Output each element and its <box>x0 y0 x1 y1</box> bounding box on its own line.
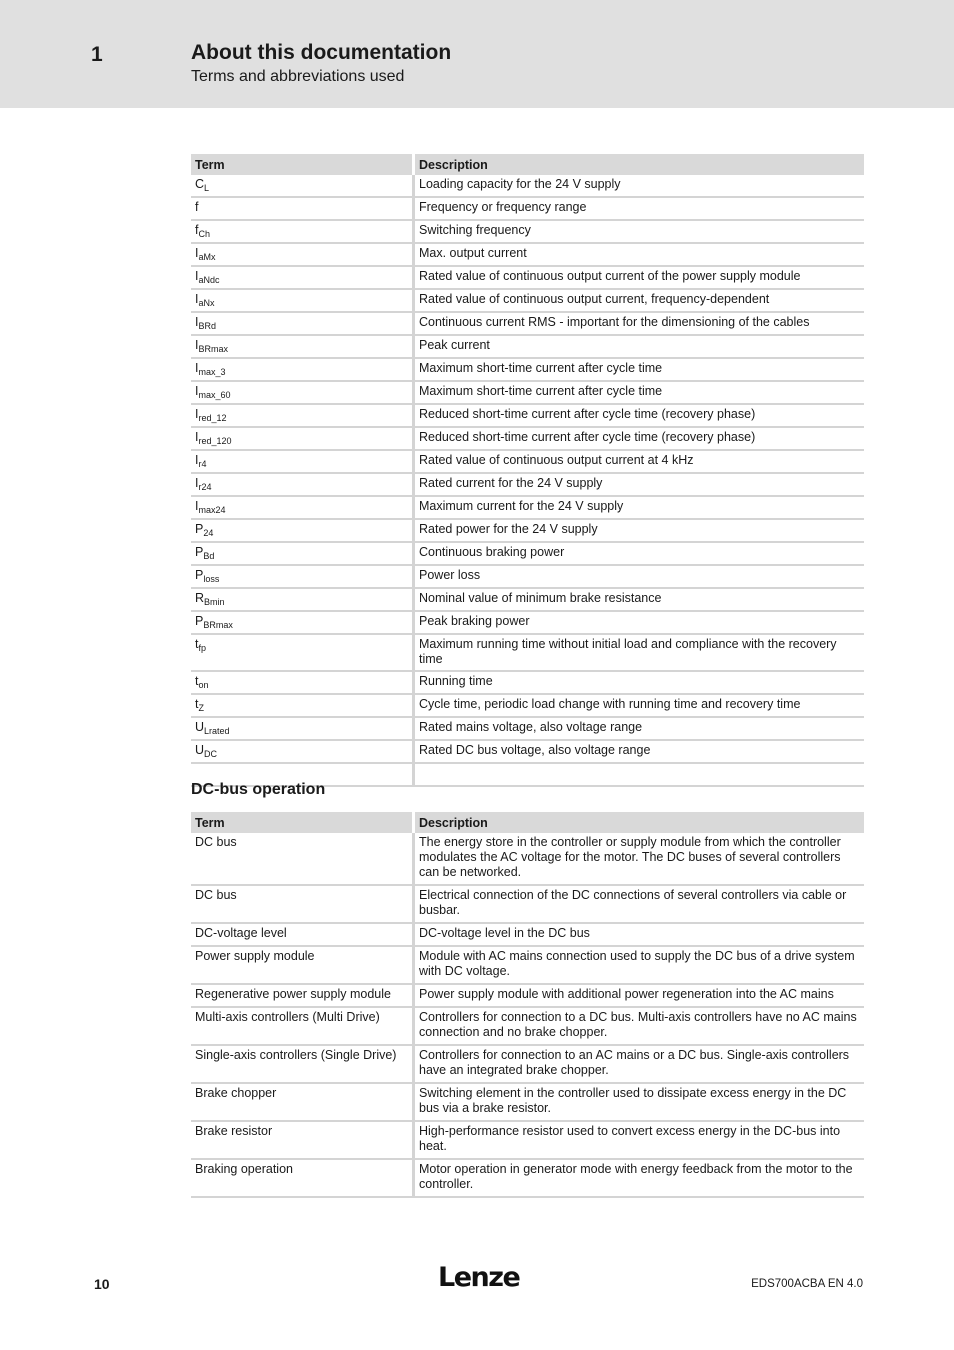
term-subscript: max24 <box>198 505 226 515</box>
term-cell: Braking operation <box>191 1160 415 1198</box>
table-row <box>191 672 864 695</box>
column-header-description: Description <box>415 154 864 175</box>
table-row <box>191 589 864 612</box>
term-cell <box>191 497 415 520</box>
term-subscript: r24 <box>198 482 212 492</box>
term-symbol: P <box>195 545 204 559</box>
term-cell: Regenerative power supply module <box>191 985 415 1008</box>
table-row <box>191 1084 864 1122</box>
description-cell <box>415 764 864 787</box>
term-cell: DC-voltage level <box>191 924 415 947</box>
term-symbol: P <box>195 614 204 628</box>
term-cell <box>191 695 415 718</box>
term-cell <box>191 290 415 313</box>
column-header-description: Description <box>415 812 864 833</box>
table-row <box>191 695 864 718</box>
description-cell: DC-voltage level in the DC bus <box>415 924 864 947</box>
table-row <box>191 520 864 543</box>
table-row <box>191 428 864 451</box>
table-row <box>191 405 864 428</box>
description-cell: Maximum running time without initial load and compliance with the recovery time <box>415 635 864 672</box>
term-subscript: L <box>204 183 210 193</box>
term-cell <box>191 313 415 336</box>
table-row <box>191 267 864 290</box>
term-symbol: C <box>195 177 205 191</box>
description-cell: Maximum short-time current after cycle time <box>415 382 864 405</box>
description-cell: Nominal value of minimum brake resistance <box>415 589 864 612</box>
description-cell: Rated mains voltage, also voltage range <box>415 718 864 741</box>
term-subscript: BRd <box>198 321 216 331</box>
dc-bus-terms-table <box>191 812 864 1198</box>
term-symbol: I <box>195 269 199 283</box>
table-row <box>191 1008 864 1046</box>
term-subscript: aNdc <box>198 275 220 285</box>
term-symbol: I <box>195 292 199 306</box>
term-subscript: fp <box>198 643 206 653</box>
description-cell: The energy store in the controller or supply module from which the controller modulates the AC voltage for the motor. The DC buses of several controllers can be networked. <box>415 833 864 886</box>
term-subscript: red_12 <box>198 413 227 423</box>
description-cell: Switching element in the controller used to dissipate excess energy in the DC bus via a brake resistor. <box>415 1084 864 1122</box>
term-cell <box>191 543 415 566</box>
term-cell <box>191 175 415 198</box>
description-cell: Motor operation in generator mode with energy feedback from the motor to the controller. <box>415 1160 864 1198</box>
term-symbol: I <box>195 246 199 260</box>
description-cell: Continuous braking power <box>415 543 864 566</box>
term-subscript: Ch <box>198 229 210 239</box>
term-subscript: BRmax <box>198 344 228 354</box>
description-cell: Peak current <box>415 336 864 359</box>
term-symbol: t <box>195 674 199 688</box>
table-row <box>191 1046 864 1084</box>
term-cell <box>191 359 415 382</box>
term-symbol: t <box>195 637 199 651</box>
term-symbol: I <box>195 453 199 467</box>
term-cell: Multi-axis controllers (Multi Drive) <box>191 1008 415 1046</box>
term-cell <box>191 741 415 764</box>
table-row <box>191 566 864 589</box>
term-symbol: t <box>195 697 199 711</box>
table-row <box>191 741 864 764</box>
term-subscript: r4 <box>198 459 207 469</box>
term-cell <box>191 520 415 543</box>
chapter-title: About this documentation <box>191 41 452 64</box>
table-row <box>191 382 864 405</box>
term-symbol: I <box>195 476 199 490</box>
term-cell <box>191 405 415 428</box>
table-row <box>191 947 864 985</box>
term-cell: Power supply module <box>191 947 415 985</box>
term-subscript: aMx <box>198 252 216 262</box>
description-cell: High-performance resistor used to convert excess energy in the DC-bus into heat. <box>415 1122 864 1160</box>
abbreviations-table <box>191 154 864 787</box>
description-cell: Rated value of continuous output current, frequency-dependent <box>415 290 864 313</box>
description-cell: Maximum current for the 24 V supply <box>415 497 864 520</box>
term-cell: Single-axis controllers (Single Drive) <box>191 1046 415 1084</box>
table-row <box>191 497 864 520</box>
term-cell <box>191 612 415 635</box>
term-subscript: max_3 <box>198 367 226 377</box>
section-title-dc-bus-operation: DC-bus operation <box>191 781 326 798</box>
term-cell <box>191 267 415 290</box>
term-symbol: I <box>195 361 199 375</box>
table-row <box>191 612 864 635</box>
term-symbol: f <box>195 223 199 237</box>
description-cell: Cycle time, periodic load change with running time and recovery time <box>415 695 864 718</box>
table-row <box>191 985 864 1008</box>
term-cell <box>191 451 415 474</box>
term-subscript: Bd <box>203 551 215 561</box>
table-row <box>191 886 864 924</box>
term-subscript: loss <box>203 574 220 584</box>
term-cell: DC bus <box>191 886 415 924</box>
term-subscript: 24 <box>203 528 214 538</box>
table-row <box>191 1122 864 1160</box>
table-row <box>191 313 864 336</box>
term-cell <box>191 336 415 359</box>
table-row <box>191 221 864 244</box>
description-cell: Max. output current <box>415 244 864 267</box>
term-subscript: on <box>198 680 209 690</box>
term-subscript: Z <box>198 703 204 713</box>
term-symbol: P <box>195 568 204 582</box>
description-cell: Rated power for the 24 V supply <box>415 520 864 543</box>
term-cell <box>191 566 415 589</box>
term-symbol: f <box>195 200 199 214</box>
table-header-row <box>191 154 864 175</box>
term-cell <box>191 635 415 672</box>
table-row <box>191 833 864 886</box>
table-row <box>191 244 864 267</box>
table-row <box>191 718 864 741</box>
term-cell: DC bus <box>191 833 415 886</box>
column-header-term: Term <box>191 154 415 175</box>
table-row <box>191 451 864 474</box>
term-symbol: I <box>195 338 199 352</box>
table-header-row <box>191 812 864 833</box>
table-row <box>191 359 864 382</box>
description-cell: Module with AC mains connection used to supply the DC bus of a drive system with DC voltage. <box>415 947 864 985</box>
description-cell: Electrical connection of the DC connections of several controllers via cable or busbar. <box>415 886 864 924</box>
description-cell: Power loss <box>415 566 864 589</box>
term-cell <box>191 672 415 695</box>
term-cell <box>191 428 415 451</box>
term-cell: Brake resistor <box>191 1122 415 1160</box>
term-symbol: I <box>195 315 199 329</box>
term-subscript: BRmax <box>203 620 233 630</box>
description-cell: Rated current for the 24 V supply <box>415 474 864 497</box>
term-symbol: I <box>195 499 199 513</box>
description-cell: Rated value of continuous output current at 4 kHz <box>415 451 864 474</box>
column-header-term: Term <box>191 812 415 833</box>
term-symbol: U <box>195 743 205 757</box>
description-cell: Switching frequency <box>415 221 864 244</box>
table-row <box>191 336 864 359</box>
term-symbol: I <box>195 430 199 444</box>
table-row <box>191 290 864 313</box>
description-cell: Controllers for connection to an AC mains or a DC bus. Single-axis controllers have an integrated brake chopper. <box>415 1046 864 1084</box>
term-cell: Brake chopper <box>191 1084 415 1122</box>
description-cell: Reduced short-time current after cycle time (recovery phase) <box>415 428 864 451</box>
description-cell: Maximum short-time current after cycle time <box>415 359 864 382</box>
description-cell: Controllers for connection to a DC bus. Multi-axis controllers have no AC mains connection and no brake chopper. <box>415 1008 864 1046</box>
description-cell: Loading capacity for the 24 V supply <box>415 175 864 198</box>
table-row <box>191 924 864 947</box>
term-cell <box>191 244 415 267</box>
page-number: 10 <box>94 1276 110 1292</box>
table-row <box>191 543 864 566</box>
chapter-subtitle: Terms and abbreviations used <box>191 68 405 85</box>
term-subscript: Bmin <box>204 597 225 607</box>
chapter-number: 1 <box>91 43 103 66</box>
lenze-logo: Lenze <box>438 1262 520 1293</box>
description-cell: Continuous current RMS - important for the dimensioning of the cables <box>415 313 864 336</box>
term-cell <box>191 221 415 244</box>
term-subscript: Lrated <box>204 726 230 736</box>
table-row <box>191 635 864 672</box>
term-symbol: R <box>195 591 205 605</box>
term-subscript: DC <box>204 749 218 759</box>
term-cell <box>191 198 415 221</box>
description-cell: Peak braking power <box>415 612 864 635</box>
term-cell <box>191 382 415 405</box>
description-cell: Rated value of continuous output current of the power supply module <box>415 267 864 290</box>
description-cell: Running time <box>415 672 864 695</box>
description-cell: Reduced short-time current after cycle time (recovery phase) <box>415 405 864 428</box>
description-cell: Frequency or frequency range <box>415 198 864 221</box>
term-subscript: max_60 <box>198 390 231 400</box>
term-subscript: aNx <box>198 298 215 308</box>
term-symbol: U <box>195 720 205 734</box>
description-cell: Power supply module with additional power regeneration into the AC mains <box>415 985 864 1008</box>
table-row <box>191 474 864 497</box>
table-row <box>191 1160 864 1198</box>
table-row <box>191 198 864 221</box>
term-symbol: P <box>195 522 204 536</box>
term-cell <box>191 718 415 741</box>
term-cell <box>191 589 415 612</box>
term-symbol: I <box>195 407 199 421</box>
term-cell <box>191 474 415 497</box>
document-code: EDS700ACBA EN 4.0 <box>751 1278 863 1290</box>
table-row <box>191 175 864 198</box>
chapter-header-band <box>0 0 954 108</box>
description-cell: Rated DC bus voltage, also voltage range <box>415 741 864 764</box>
term-symbol: I <box>195 384 199 398</box>
term-subscript: red_120 <box>198 436 232 446</box>
